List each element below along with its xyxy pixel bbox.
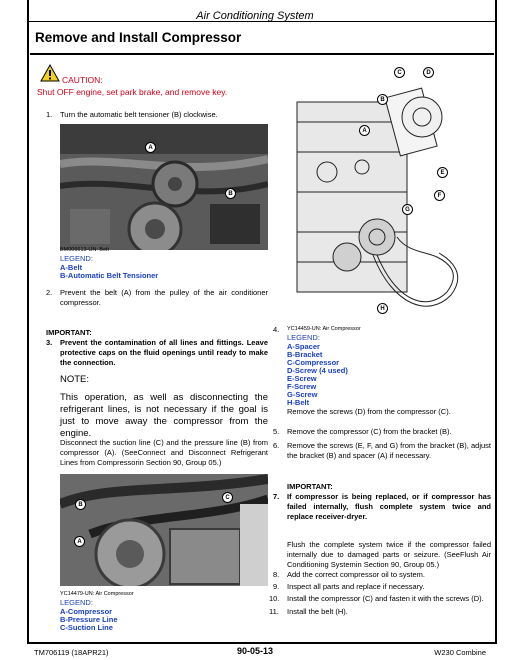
fig2-callout-h: H: [377, 303, 388, 314]
step-3-num: 3.: [46, 338, 53, 347]
belt-photo: [60, 124, 268, 250]
step-7-detail: Flush the complete system twice if the compressor failed internally due to damaged parts or seizure. (SeeFlush Air Conditioning Systemin Section 90, Group 05.): [287, 540, 491, 569]
step-1-num: 1.: [46, 110, 53, 119]
step-6-text: Remove the screws (E, F, and G) from the bracket (B), adjust the bracket (B) and spacer (A) if necessary.: [287, 441, 491, 460]
disconnect-text: Disconnect the suction line (C) and the pressure line (B) from compressor (A). (SeeConnect and Disconnect Refrigerant Lines from Compressorin Section 90, Group 05.): [60, 438, 268, 467]
step-7-text: If compressor is being replaced, or if compressor has failed internally, flush complete system twice and replace receiver-dryer.: [287, 492, 491, 521]
fig2-callout-d: D: [423, 67, 434, 78]
fig2-callout-g: G: [402, 204, 413, 215]
fig2-callout-e: E: [437, 167, 448, 178]
caution-label: CAUTION:: [62, 75, 103, 85]
fig3-callout-a: A: [74, 536, 85, 547]
fig2-legend-item: B-Bracket: [287, 350, 323, 359]
fig2-legend-title: LEGEND:: [287, 333, 320, 342]
fig2-legend-item: G-Screw: [287, 390, 318, 399]
step-3-heading: IMPORTANT:: [46, 328, 92, 337]
step-5-text: Remove the compressor (C) from the bracket (B).: [287, 427, 452, 436]
fig2-callout-c: C: [394, 67, 405, 78]
fig1-callout-a: A: [145, 142, 156, 153]
caution-text: Shut OFF engine, set park brake, and remove key.: [37, 87, 228, 97]
fig3-legend-title: LEGEND:: [60, 598, 93, 607]
fig3-caption: YC14479-UN: Air Compressor: [60, 591, 134, 597]
compressor-photo: [60, 474, 268, 586]
step-2-num: 2.: [46, 288, 53, 297]
fig2-caption: YC14459-UN: Air Compressor: [287, 326, 361, 332]
fig2-legend-item: H-Belt: [287, 398, 310, 407]
fig2-legend-item: D-Screw (4 used): [287, 366, 348, 375]
step-9-text: Inspect all parts and replace if necessary.: [287, 582, 425, 591]
fig1-callout-b: B: [225, 188, 236, 199]
fig1-legend-title: LEGEND:: [60, 254, 93, 263]
header-title: Air Conditioning System: [196, 10, 314, 22]
footer-doc-id: TM706119 (18APR21): [34, 648, 109, 657]
fig1-caption: BM006613-UN: Belt: [60, 247, 109, 253]
step-9-num: 9.: [273, 582, 280, 591]
fig1-legend-item: A-Belt: [60, 263, 83, 272]
fig1-legend-item: B-Automatic Belt Tensioner: [60, 271, 159, 280]
step-7-num: 7.: [273, 492, 280, 501]
fig3-legend-item: C-Suction Line: [60, 623, 113, 632]
footer-page-number: 90-05-13: [236, 646, 274, 656]
step-11-text: Install the belt (H).: [287, 607, 348, 616]
fig2-legend-item: C-Compressor: [287, 358, 340, 367]
fig2-legend-item: A-Spacer: [287, 342, 320, 351]
fig2-callout-b: B: [377, 94, 388, 105]
step-3-text: Prevent the contamination of all lines and fittings. Leave protective caps on the fluid openings until ready to make the connection.: [60, 338, 268, 367]
step-10-num: 10.: [269, 594, 280, 603]
step-1-text: Turn the automatic belt tensioner (B) clockwise.: [60, 110, 218, 119]
fig2-legend-item: F-Screw: [287, 382, 317, 391]
title-rule: [30, 53, 494, 55]
step-4-num: 4.: [273, 325, 280, 334]
step-7-heading: IMPORTANT:: [287, 482, 333, 491]
step-5-num: 5.: [273, 427, 280, 436]
fig2-callout-a: A: [359, 125, 370, 136]
fig3-callout-b: B: [75, 499, 86, 510]
footer-product: W230 Combine: [434, 648, 486, 657]
step-2-text: Prevent the belt (A) from the pulley of the air conditioner compressor.: [60, 288, 268, 307]
step-8-num: 8.: [273, 570, 280, 579]
fig2-legend-item: E-Screw: [287, 374, 317, 383]
step-8-text: Add the correct compressor oil to system.: [287, 570, 425, 579]
compressor-diagram: [287, 62, 491, 320]
fig3-legend-item: A-Compressor: [60, 607, 113, 616]
fig3-legend-item: B-Pressure Line: [60, 615, 118, 624]
fig3-callout-c: C: [222, 492, 233, 503]
caution-icon: [40, 64, 60, 82]
step-4-text: Remove the screws (D) from the compressor (C).: [287, 407, 451, 416]
note-label: NOTE:: [60, 374, 90, 385]
step-11-num: 11.: [269, 607, 279, 616]
step-6-num: 6.: [273, 441, 280, 450]
step-10-text: Install the compressor (C) and fasten it with the screws (D).: [287, 594, 484, 603]
section-title: Remove and Install Compressor: [35, 30, 242, 45]
note-text: This operation, as well as disconnecting the refrigerant lines, is not necessary if the goal is just to move away the compressor from the engine.: [60, 392, 268, 439]
fig2-callout-f: F: [434, 190, 445, 201]
